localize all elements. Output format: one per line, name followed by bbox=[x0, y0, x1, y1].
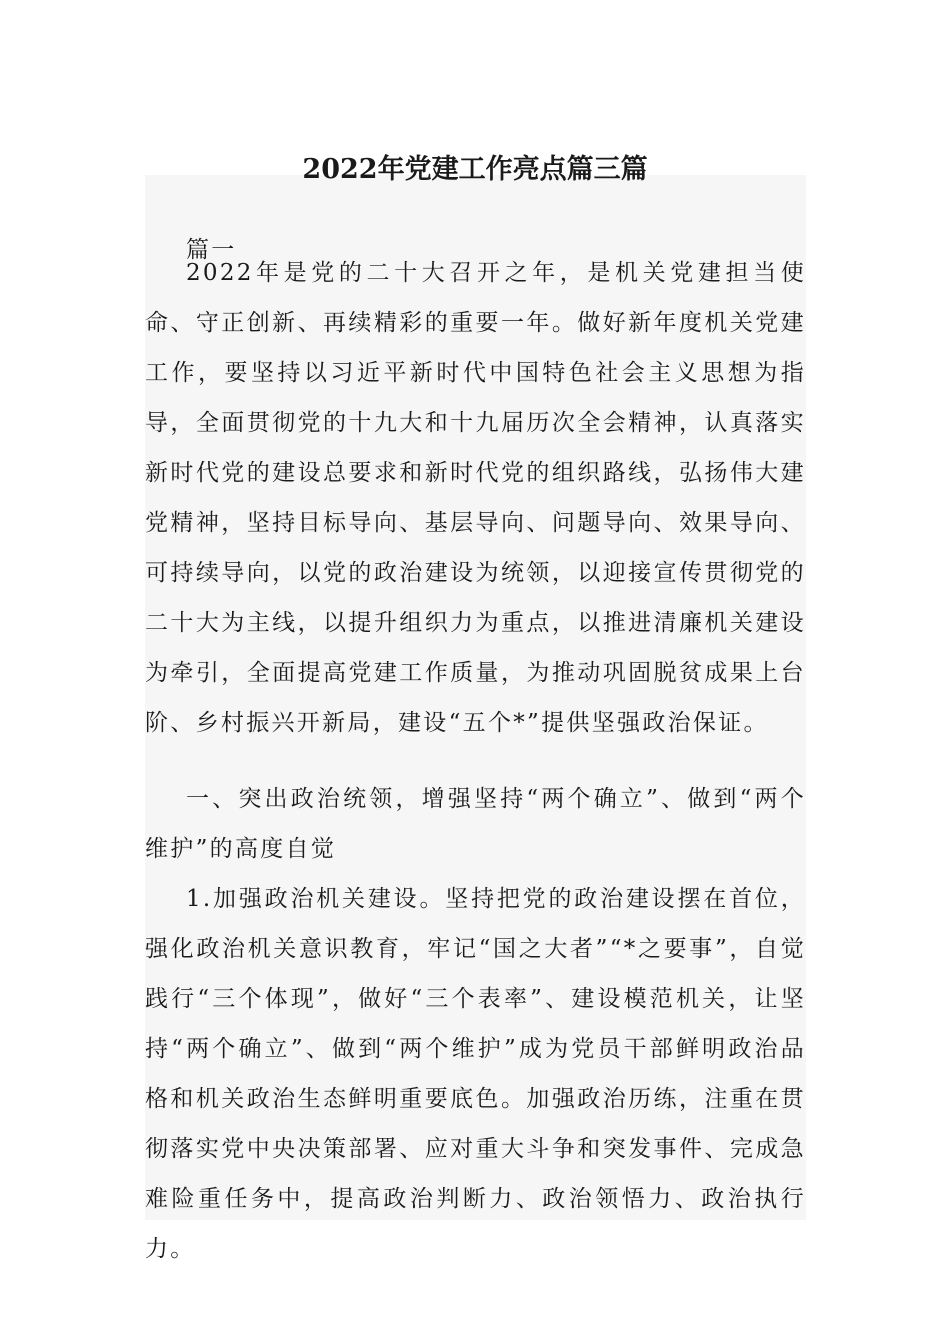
section-label: 篇一 bbox=[186, 237, 237, 263]
paragraph-intro: 2022年是党的二十大召开之年，是机关党建担当使命、守正创新、再续精彩的重要一年。做好新年度机关党建工作，要坚持以习近平新时代中国特色社会主义思想为指导，全面贯彻党的十九大和十九届历次全会精神，认真落实新时代党的建设总要求和新时代党的组织路线，弘扬伟大建党精神，坚持目标导向、基层导向、问题导向、效果导向、可持续导向，以党的政治建设为统领，以迎接宣传贯彻党的二十大为主线，以提升组织力为重点，以推进清廉机关建设为牵引，全面提高党建工作质量，为推动巩固脱贫成果上台阶、乡村振兴开新局，建设“五个*”提供坚强政治保证。 bbox=[145, 260, 806, 736]
page-title: 2022年党建工作亮点篇三篇 bbox=[302, 154, 648, 186]
paragraph-heading-one: 一、突出政治统领，增强坚持“两个确立”、做到“两个维护”的高度自觉 bbox=[145, 786, 806, 862]
paragraph-item-one: 1.加强政治机关建设。坚持把党的政治建设摆在首位，强化政治机关意识教育，牢记“国之大者”“*之要事”，自觉践行“三个体现”，做好“三个表率”、建设模范机关，让坚持“两个确立”、做到“两个维护”成为党员干部鲜明政治品格和机关政治生态鲜明重要底色。加强政治历练，注重在贯彻落实党中央决策部署、应对重大斗争和突发事件、完成急难险重任务中，提高政治判断力、政治领悟力、政治执行力。 bbox=[145, 886, 806, 1262]
